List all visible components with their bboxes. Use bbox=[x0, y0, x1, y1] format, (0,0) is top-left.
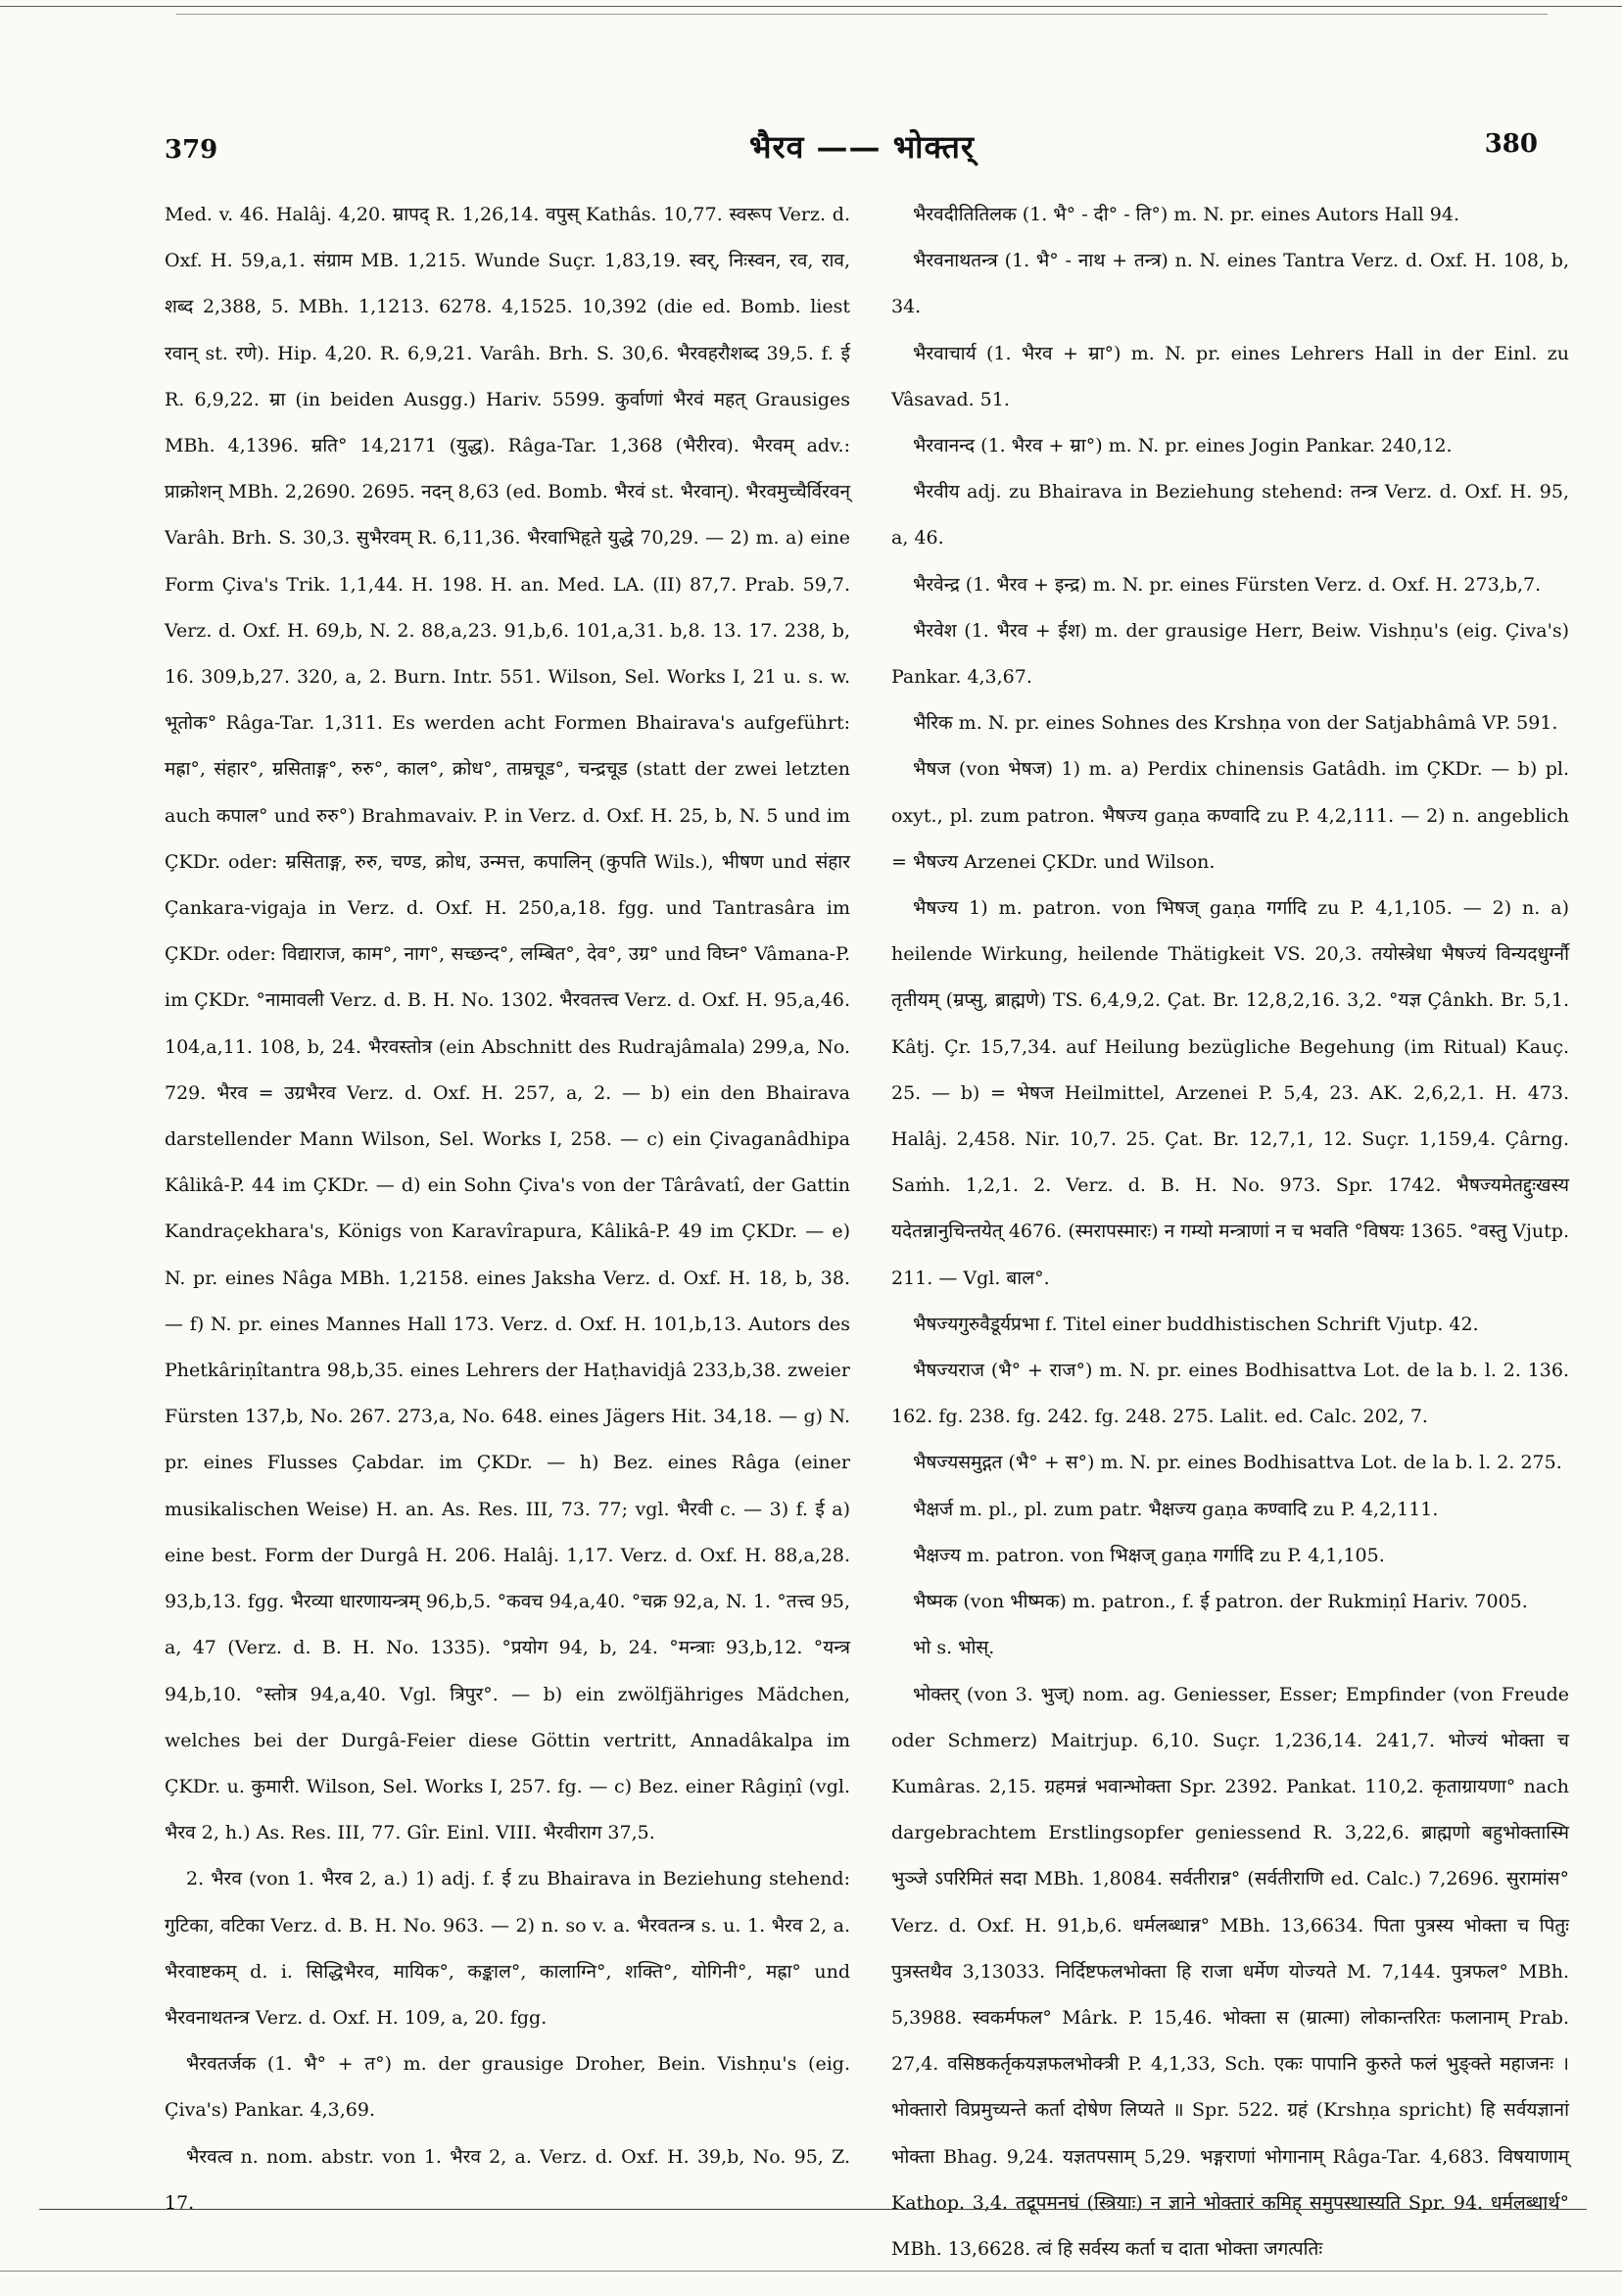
entry-bhoktar: भोक्तर् (von 3. भुज्) nom. ag. Geniesser, Esser; Empfinder (von Freude oder Schmerz) Maitrjup. 6,10. Suçr. 1,236,14. 241,7. भोज्यं भोक्ता च Kumâras. 2,15. ग्रहमन्नं भवान्भोक्ता Spr. 2392. Pankat. 110,2. कृताग्रायणा° nach dargebrachtem Erstlingsopfer geniessend R. 3,22,6. ब्राह्मणो बहुभोक्तास्मि भुञ्जे ऽपरिमितं सदा MBh. 1,8084. सर्वतीरान्न° (सर्वतीराणि ed. Calc.) 7,2696. सुरामांस° Verz. d. Oxf. H. 91,b,6. धर्मलब्धान्न° MBh. 13,6634. पिता पुत्रस्य भोक्ता च पितुः पुत्रस्तथैव 3,13033. निर्दिष्टफलभोक्ता हि राजा धर्मेण योज्यते M. 7,144. पुत्रफल° MBh. 5,3988. स्वकर्मफल° Mârk. P. 15,46. भोक्ता स (म्रात्मा) लोकान्तरितः फलानाम् Prab. 27,4. वसिष्ठकर्तृकयज्ञफलभोक्त्री P. 4,1,33, Sch. एकः पापानि कुरुते फलं भुङ्क्ते महाजनः । भोक्तारो विप्रमुच्यन्ते कर्ता दोषेण लिप्यते ॥ Spr. 522. ग्रहं (Krshṇa spricht) हि सर्वयज्ञानां भोक्ता Bhag. 9,24. यज्ञतपसाम् 5,29. भङ्गराणां भोगानाम् Râga-Tar. 4,683. विषयाणाम् Kathop. 3,4. तद्रूपमनघं (स्त्रियाः) न ज्ञाने भोक्तारं कमिह् समुपस्थास्यति Spr. 94. धर्मलब्धार्थ° MBh. 13,6628. त्वं हि सर्वस्य कर्ता च दाता भोक्ता जगत्पतिः bbox=[891, 1683, 1569, 2260]
entry-bhairavanathatantra: भैरवनाथतन्त्र (1. भै° - नाथ + तन्त्र) n. N. eines Tantra Verz. d. Oxf. H. 108, b, 34. bbox=[891, 250, 1569, 318]
entry-bhaishmaka: भैष्मक (von भीष्मक) m. patron., f. ई patron. der Rukmiṇî Hariv. 7005. bbox=[913, 1591, 1528, 1613]
entry-bhairava-2: 2. भैरव (von 1. भैरव 2, a.) 1) adj. f. ई zu Bhairava in Beziehung stehend: गुटिका, वटिका Verz. d. B. H. No. 963. — 2) n. so v. a. भैरवतन्त्र s. u. 1. भैरव 2, a. भैरवाष्टकम् d. i. सिद्धिभैरव, मायिक°, कङ्काल°, कालाग्नि°, शक्ति°, योगिनी°, मह्रा° und भैरवनाथतन्त्र Verz. d. Oxf. H. 109, a, 20. fgg. bbox=[165, 1868, 850, 2029]
left-column bbox=[165, 192, 850, 2226]
entry-bhaikshajya: भैक्षज्य m. patron. von भिक्षज् gaṇa गर्गादि zu P. 4,1,105. bbox=[913, 1544, 1385, 1566]
entry-bhaishajyaguru: भैषज्यगुरुवैडूर्यप्रभा f. Titel einer buddhistischen Schrift Vjutp. 42. bbox=[913, 1313, 1479, 1335]
entry-bhairaviya: भैरवीय adj. zu Bhairava in Beziehung stehend: तन्त्र Verz. d. Oxf. H. 95, a, 46. bbox=[891, 481, 1569, 550]
entry-bhaishajya: भैषज्य 1) m. patron. von भिषज् gaṇa गर्गादि zu P. 4,1,105. — 2) n. a) heilende Wirkung, heilende Thätigkeit VS. 20,3. तयोस्त्रेधा भैषज्यं विन्यदधुर्ग्नौ तृतीयम् (म्रप्सु, ब्राह्मणे) TS. 6,4,9,2. Çat. Br. 12,8,2,16. 3,2. °यज्ञ Çânkh. Br. 5,1. Kâtj. Çr. 15,7,34. auf Heilung bezügliche Begehung (im Ritual) Kauç. 25. — b) = भेषज Heilmittel, Arzenei P. 5,4, 23. AK. 2,6,2,1. H. 473. Halâj. 2,458. Nir. 10,7. 25. Çat. Br. 12,7,1, 12. Suçr. 1,159,4. Çârng. Saṁh. 1,2,1. 2. Verz. d. B. H. No. 973. Spr. 1742. भैषज्यमेतद्दुःखस्य यदेतन्नानुचिन्तयेत् 4676. (स्मरापस्मारः) न गम्यो मन्त्राणां न च भवति °विषयः 1365. °वस्तु Vjutp. 211. — Vgl. बाल°. bbox=[891, 897, 1569, 1289]
page-header bbox=[147, 118, 1577, 176]
entry-bhairava-continued: Med. v. 46. Halâj. 4,20. म्रापद् R. 1,26,14. वपुस् Kathâs. 10,77. स्वरूप Verz. d. Oxf. H. 59,a,1. संग्राम MB. 1,215. Wunde Suçr. 1,83,19. स्वर्, निःस्वन, रव, राव, शब्द 2,388, 5. MBh. 1,1213. 6278. 4,1525. 10,392 (die ed. Bomb. liest रवान् st. रणे). Hip. 4,20. R. 6,9,21. Varâh. Brh. S. 30,6. भैरवहरौशब्द 39,5. f. ई R. 6,9,22. म्रा (in beiden Ausgg.) Hariv. 5599. कुर्वाणां भैरवं महत् Grausiges MBh. 4,1396. म्रति° 14,2171 (युद्ध). Râga-Tar. 1,368 (भैरीरव). भैरवम् adv.: प्राक्रोशन् MBh. 2,2690. 2695. नदन् 8,63 (ed. Bomb. भैरवं st. भैरवान्). भैरवमुच्चैर्विरवन् Varâh. Brh. S. 30,3. सुभैरवम् R. 6,11,36. भैरवाभिहृते युद्धे 70,29. — 2) m. a) eine Form Çiva's Trik. 1,1,44. H. 198. H. an. Med. LA. (II) 87,7. Prab. 59,7. Verz. d. Oxf. H. 69,b, N. 2. 88,a,23. 91,b,6. 101,a,31. b,8. 13. 17. 238, b, 16. 309,b,27. 320, a, 2. Burn. Intr. 551. Wilson, Sel. Works I, 21 u. s. w. भूतोक° Râga-Tar. 1,311. Es werden acht Formen Bhairava's aufgeführt: मह्रा°, संहार°, म्रसिताङ्ग°, रुरु°, काल°, क्रोध°, ताम्रचूड°, चन्द्रचूड (statt der zwei letzten auch कपाल° und रुरु°) Brahmavaiv. P. in Verz. d. Oxf. H. 25, b, N. 5 und im ÇKDr. oder: म्रसिताङ्ग, रुरु, चण्ड, क्रोध, उन्मत्त, कपालिन् (कुपति Wils.), भीषण und संहार Çankara-vigaja in Verz. d. Oxf. H. 250,a,18. fgg. und Tantrasâra im ÇKDr. oder: विद्याराज, काम°, नाग°, सच्छन्द°, लम्बित°, देव°, उग्र° und विघ्न° Vâmana-P. im ÇKDr. °नामावली Verz. d. B. H. No. 1302. भैरवतत्त्व Verz. d. Oxf. H. 95,a,46. 104,a,11. 108, b, 24. भैरवस्तोत्र (ein Abschnitt des Rudrajâmala) 299,a, No. 729. भैरव = उग्रभैरव Verz. d. Oxf. H. 257, a, 2. — b) ein den Bhairava darstellender Mann Wilson, Sel. Works I, 258. — c) ein Çivaganâdhipa Kâlikâ-P. 44 im ÇKDr. — d) ein Sohn Çiva's von der Târâvatî, der Gattin Kandraçekhara's, Königs von Karavîrapura, Kâlikâ-P. 49 im ÇKDr. — e) N. pr. eines Nâga MBh. 1,2158. eines Jaksha Verz. d. Oxf. H. 18, b, 38. — f) N. pr. eines Mannes Hall 173. Verz. d. Oxf. H. 101,b,13. Autors des Phetkâriṇîtantra 98,b,35. eines Lehrers der Haṭhavidjâ 233,b,38. zweier Fürsten 137,b, No. 267. 273,a, No. 648. eines Jägers Hit. 34,18. — g) N. pr. eines Flusses Çabdar. im ÇKDr. — h) Bez. eines Râga (einer musikalischen Weise) H. an. As. Res. III, 73. 77; vgl. भैरवी c. — 3) f. ई a) eine best. Form der Durgâ H. 206. Halâj. 1,17. Verz. d. Oxf. H. 88,a,28. 93,b,13. fgg. भैरव्या धारणायन्त्रम् 96,b,5. °कवच 94,a,40. °चक्र 92,a, N. 1. °तत्त्व 95, a, 47 (Verz. d. B. H. No. 1335). °प्रयोग 94, b, 24. °मन्त्राः 93,b,12. °यन्त्र 94,b,10. °स्तोत्र 94,a,40. Vgl. त्रिपुर°. — b) ein zwölfjähriges Mädchen, welches bei der Durgâ-Feier diese Göttin vertritt, Annadâkalpa im ÇKDr. u. कुमारी. Wilson, Sel. Works I, 257. fg. — c) Bez. einer Râgiṇî (vgl. भैरव 2, h.) As. Res. III, 77. Gîr. Einl. VIII. भैरवीराग 37,5. bbox=[165, 204, 850, 1844]
entry-bhairika: भैरिक m. N. pr. eines Sohnes des Krshṇa von der Satjabhâmâ VP. 591. bbox=[913, 712, 1558, 735]
top-rule bbox=[0, 6, 1622, 7]
entry-bhaishaja: भैषज (von भेषज) 1) m. a) Perdix chinensis Gatâdh. im ÇKDr. — b) pl. oxyt., pl. zum patron. भैषज्य gaṇa कण्वादि zu P. 4,2,111. — 2) n. angeblich = भैषज्य Arzenei ÇKDr. und Wilson. bbox=[891, 758, 1569, 873]
bottom-rule bbox=[39, 2209, 1587, 2210]
top-rule-secondary bbox=[176, 14, 1548, 15]
entry-bhairavesha: भैरवेश (1. भैरव + ईश) m. der grausige Herr, Beiw. Vishṇu's (eig. Çiva's) Pankar. 4,3,67. bbox=[891, 619, 1569, 689]
entry-bhairavatva: भैरवत्व n. nom. abstr. von 1. भैरव 2, a. Verz. d. Oxf. H. 39,b, No. 95, Z. 17. bbox=[165, 2145, 850, 2214]
running-head: भैरव —— भोक्तर् bbox=[749, 128, 975, 166]
page-number-right: 380 bbox=[1484, 129, 1538, 159]
entry-bhairavadikshitatilaka: भैरवदीतितिलक (1. भै° - दी° - ति°) m. N. pr. eines Autors Hall 94. bbox=[913, 204, 1459, 225]
entry-bhaikshaja-pl: भैक्षर्ज m. pl., pl. zum patr. भैक्षज्य gaṇa कण्वादि zu P. 4,2,111. bbox=[913, 1498, 1439, 1520]
entry-bho: भो s. भोस्. bbox=[913, 1637, 995, 1659]
entry-bhairavendra: भैरवेन्द्र (1. भैरव + इन्द्र) m. N. pr. eines Fürsten Verz. d. Oxf. H. 273,b,7. bbox=[913, 573, 1542, 596]
right-column bbox=[891, 192, 1569, 2272]
entry-bhairavacarya: भैरवाचार्य (1. भैरव + म्रा°) m. N. pr. eines Lehrers Hall in der Einl. zu Vâsavad. 51. bbox=[891, 342, 1569, 410]
entry-bhaishajyasamudgata: भैषज्यसमुद्गत (भै° + स°) m. N. pr. eines Bodhisattva Lot. de la b. l. 2. 275. bbox=[913, 1452, 1562, 1474]
entry-bhairavatarjaka: भैरवतर्जक (1. भै° + त°) m. der grausige Droher, Bein. Vishṇu's (eig. Çiva's) Pankar. 4,3,69. bbox=[165, 2053, 850, 2122]
entry-bhairavananda: भैरवानन्द (1. भैरव + म्रा°) m. N. pr. eines Jogin Pankar. 240,12. bbox=[913, 435, 1453, 457]
entry-bhaishajyaraja: भैषज्यराज (भै° + राज°) m. N. pr. eines Bodhisattva Lot. de la b. l. 2. 136. 162. fg. 238. fg. 242. fg. 248. 275. Lalit. ed. Calc. 202, 7. bbox=[891, 1360, 1569, 1428]
bottom-rule-secondary bbox=[0, 2271, 1622, 2272]
page-number-left: 379 bbox=[165, 135, 218, 165]
